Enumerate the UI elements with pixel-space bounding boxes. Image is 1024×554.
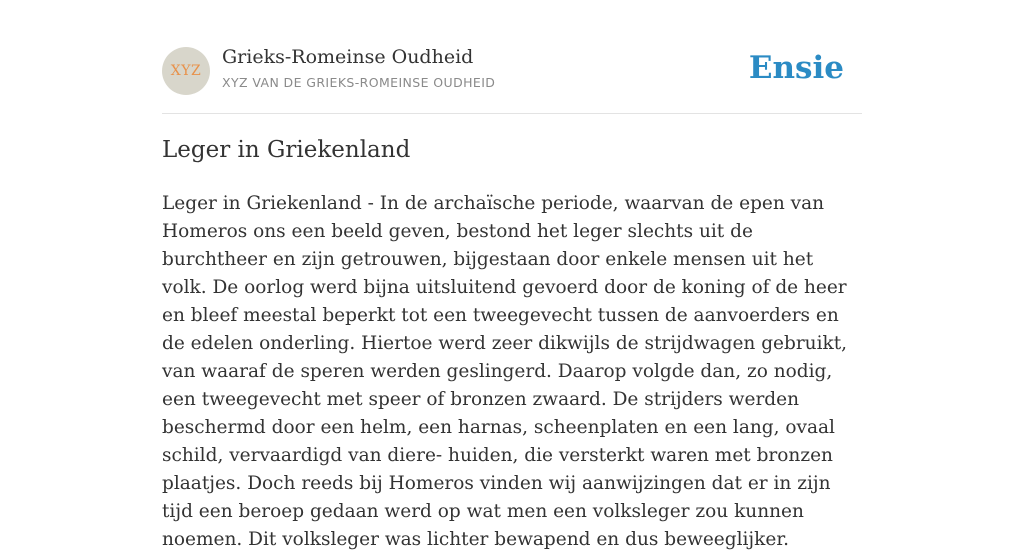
site-title[interactable]: Grieks-Romeinse Oudheid <box>222 46 474 68</box>
page <box>162 0 862 550</box>
entry-title: Leger in Griekenland <box>162 137 411 163</box>
site-subtitle: XYZ VAN DE GRIEKS-ROMEINSE OUDHEID <box>222 75 496 90</box>
divider <box>162 113 862 114</box>
avatar[interactable]: XYZ <box>162 47 210 95</box>
brand-logo[interactable]: Ensie <box>748 50 844 86</box>
header <box>162 46 862 96</box>
entry-body: Leger in Griekenland - In de archaïsche periode, waarvan de epen van Homeros ons een beeld geven, bestond het leger slechts uit de burchtheer en zijn getrouwen, bijgestaan door enkele mensen uit het volk. De oorlog werd bijna uitsluitend gevoerd door de koning of de heer en bleef meestal beperkt tot een tweegevecht tussen de aanvoerders en de edelen onderling. Hiertoe werd zeer dikwijls de strijdwagen gebruikt, van waaraf de speren werden geslingerd. Daarop volgde dan, zo nodig, een tweegevecht met speer of bronzen zwaard. De strijders werden beschermd door een helm, een harnas, scheenplaten en een lang, ovaal schild, vervaardigd van diere- huiden, die versterkt waren met bronzen plaatjes. Doch reeds bij Homeros vinden wij aanwijzingen dat er in zijn tijd een beroep gedaan werd op wat men een volksleger zou kunnen noemen. Dit volksleger was lichter bewapend en dus beweeglijker. <box>162 193 848 550</box>
